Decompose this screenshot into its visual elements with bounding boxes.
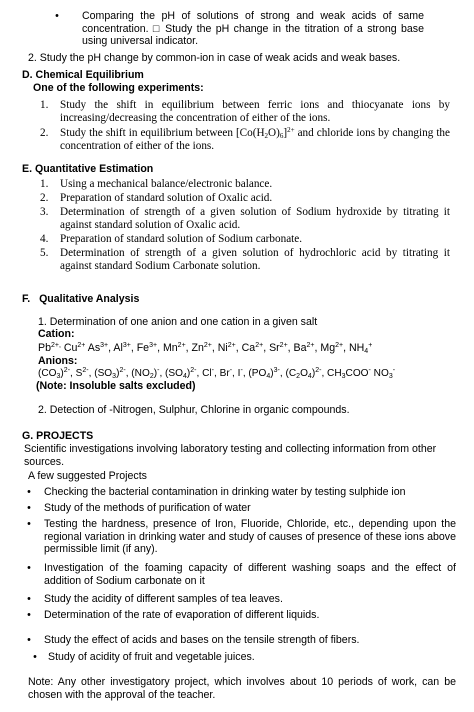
section-e-item-5 xyxy=(40,247,450,272)
cation-formula: $As^{3+}$ xyxy=(85,342,109,354)
section-d-item-1 xyxy=(40,99,450,124)
section-g-heading: G. PROJECTS xyxy=(22,430,94,442)
project-item: • Study the effect of acids and bases on the tensile strength of fibers. xyxy=(24,634,456,647)
item-number: 1. xyxy=(40,99,49,111)
bullet-icon: • xyxy=(27,486,31,498)
item-number: 3. xyxy=(40,206,49,218)
anion-formula: , $(SO_3)^{2-}$ xyxy=(88,367,126,380)
section-e-item-2 xyxy=(40,192,450,205)
section-e-item-4 xyxy=(40,233,450,246)
anion-formula: , $(NO_2)^-$ xyxy=(125,367,160,380)
intro-bullet-text: Comparing the pH of solutions of strong and weak acids of same concentration. □ Study the pH change in the titration of a strong base using universal indicator. xyxy=(82,10,424,47)
anion-formula: , $(SO_4)^{2-}$ xyxy=(159,367,197,380)
bullet-icon: • xyxy=(33,651,37,663)
item-text: Determination of strength of a given solution of hydrochloric acid by titrating it against standard Sodium Carbonate solution. xyxy=(60,247,450,272)
section-f-item-1: 1. Determination of one anion and one cation in a given salt xyxy=(38,316,318,328)
anion-formula: , $(C_2O_4)^{2-}$ xyxy=(279,367,322,380)
cation-list xyxy=(38,342,458,355)
bullet-icon: • xyxy=(27,593,31,605)
anion-list xyxy=(38,368,468,381)
item-number: 4. xyxy=(40,233,49,245)
project-item: • Study of the methods of purification of water xyxy=(24,502,456,515)
anion-formula: , $CH_3COO^-$ xyxy=(321,367,371,380)
cation-formula: , $Ca^{2+}$ xyxy=(235,342,264,354)
section-e-heading: E. Quantitative Estimation xyxy=(22,163,154,175)
item-text: Preparation of standard solution of Sodium carbonate. xyxy=(60,233,303,245)
section-d-heading: D. Chemical Equilibrium xyxy=(22,69,144,81)
cation-formula: , $Mg^{2+}$ xyxy=(314,342,344,354)
bullet-icon: • xyxy=(27,562,31,574)
section-d-item-2 xyxy=(40,127,450,152)
item-text: Study the shift in equilibrium between ferric ions and thiocyanate ions by increasing/decreasing the concentration of either of the ions. xyxy=(60,99,450,124)
item-text: Using a mechanical balance/electronic balance. xyxy=(60,178,273,190)
insoluble-note: (Note: Insoluble salts excluded) xyxy=(36,380,196,392)
cation-formula: $Pb^{2+,}$ xyxy=(38,342,61,354)
cation-formula: , $NH_4^+$ xyxy=(343,342,373,355)
suggested-projects-label: A few suggested Projects xyxy=(28,470,147,482)
item-number: 2. xyxy=(40,192,49,204)
anion-formula: , Cl- xyxy=(196,367,214,379)
cation-formula: , $Sr^{2+}$ xyxy=(263,342,288,354)
section-f-heading: F. Qualitative Analysis xyxy=(22,293,140,305)
closing-note: Note: Any other investigatory project, which involves about 10 periods of work, can be chosen with the approval of the teacher. xyxy=(28,676,456,701)
anion-label: Anions: xyxy=(38,355,78,367)
project-item: • Determination of the rate of evaporation of different liquids. xyxy=(24,609,456,622)
item-text: Preparation of standard solution of Oxalic acid. xyxy=(60,192,273,204)
bullet-icon: • xyxy=(27,502,31,514)
project-item: • Study the acidity of different samples of tea leaves. xyxy=(24,593,456,606)
anion-formula: $(CO_3)^{2-}$ xyxy=(38,367,71,380)
cation-formula: , $Mn^{2+}$ xyxy=(157,342,186,354)
project-item: • Checking the bacterial contamination in drinking water by testing sulphide ion xyxy=(24,486,456,499)
intro-bullet xyxy=(55,10,424,48)
section-f-item-2: 2. Detection of -Nitrogen, Sulphur, Chlorine in organic compounds. xyxy=(38,404,350,416)
anion-formula: , $S^{2-}$ xyxy=(70,367,89,379)
section-e-item-3 xyxy=(40,206,450,231)
bullet-icon: • xyxy=(27,609,31,621)
cation-formula: , $Zn^{2+}$ xyxy=(185,342,212,354)
section-d-subheading: One of the following experiments: xyxy=(33,82,204,94)
anion-formula: , I- xyxy=(232,367,243,379)
item-text: Determination of strength of a given solution of Sodium hydroxide by titrating it against standard solution of Oxalic acid. xyxy=(60,206,450,231)
cation-formula: , $Fe^{3+}$ xyxy=(130,342,158,354)
item-number: 5. xyxy=(40,247,49,259)
cation-formula: , $Al^{3+}$ xyxy=(108,342,131,354)
anion-formula: $NO_3^-$ xyxy=(370,367,396,380)
bullet-icon: • xyxy=(27,634,31,646)
anion-formula: , Br- xyxy=(214,367,233,379)
item-text: Study the shift in equilibrium between $[Co(H_2O)_6]^{2+}$ and chloride ions by changing the concentration of either of the ions. xyxy=(60,126,450,152)
project-item: • Study of acidity of fruit and vegetable juices. xyxy=(30,651,456,664)
cation-formula: $Cu^{2+}$ xyxy=(60,342,86,354)
project-item: • Investigation of the foaming capacity of different washing soaps and the effect of addition of Sodium carbonate on it xyxy=(24,562,456,587)
bullet-icon: • xyxy=(27,518,31,530)
cation-label: Cation: xyxy=(38,328,75,340)
bullet-icon: • xyxy=(55,10,59,22)
item-number: 1. xyxy=(40,178,49,190)
anion-formula: , $(PO_4)^{3-}$ xyxy=(242,367,280,380)
cation-formula: , $Ni^{2+}$ xyxy=(211,342,236,354)
section-g-intro: Scientific investigations involving laboratory testing and collecting information from other sources. xyxy=(24,443,437,468)
project-item: • Testing the hardness, presence of Iron, Fluoride, Chloride, etc., depending upon the regional variation in drinking water and study of causes of presence of these ions above permissible limit (if any). xyxy=(24,518,456,556)
cation-formula: , $Ba^{2+}$ xyxy=(287,342,315,354)
item-number: 2. xyxy=(40,127,49,139)
section-e-item-1 xyxy=(40,178,450,191)
intro-item-2: 2. Study the pH change by common-ion in case of weak acids and weak bases. xyxy=(28,52,401,64)
